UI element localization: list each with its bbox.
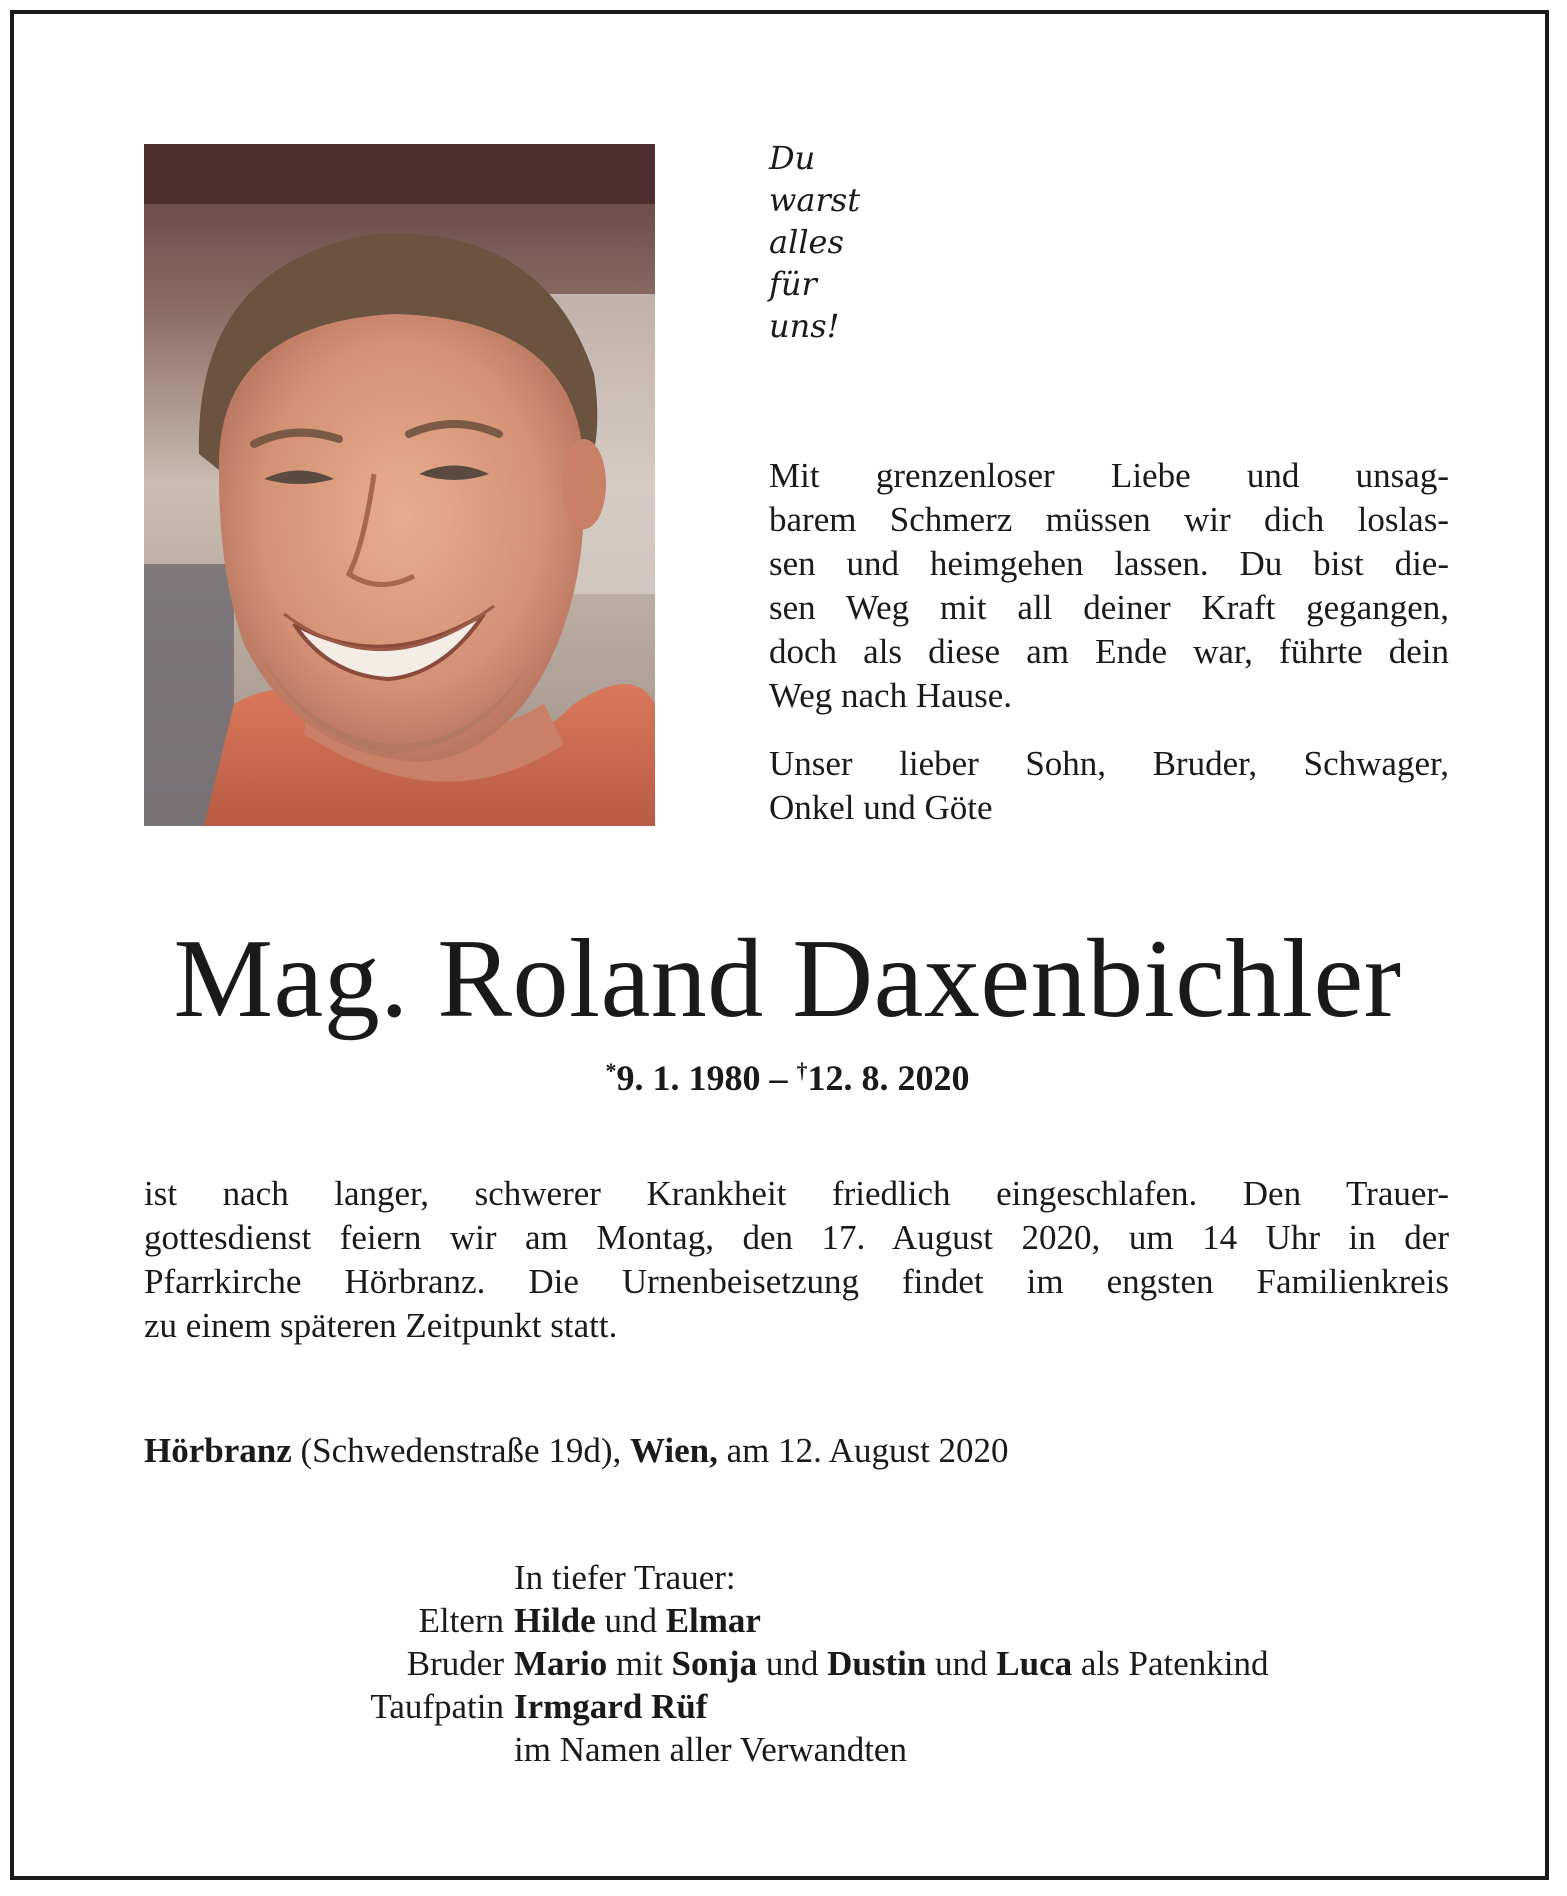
mourner-name: Elmar <box>665 1601 761 1640</box>
life-dates <box>14 1049 1561 1100</box>
mourners-list <box>14 1556 1561 1771</box>
mourner-connector: und <box>757 1644 828 1683</box>
body-line: zu einem späteren Zeitpunkt statt. <box>144 1306 618 1345</box>
intro-line: Weg nach Hause. <box>769 676 1013 715</box>
place-town: Hörbranz <box>144 1431 292 1470</box>
mourner-names <box>514 1642 1269 1685</box>
relation-text <box>769 742 1449 830</box>
mourner-connector: und <box>926 1644 997 1683</box>
mourner-row <box>14 1685 1561 1728</box>
mourner-role: Eltern <box>418 1601 504 1640</box>
death-symbol: † <box>796 1058 808 1083</box>
quote <box>769 137 969 347</box>
death-date: 12. 8. 2020 <box>807 1058 970 1098</box>
mourner-connector: und <box>595 1601 666 1640</box>
birth-symbol: * <box>605 1058 617 1083</box>
obituary-frame <box>10 10 1549 1880</box>
mourner-connector: als Patenkind <box>1072 1644 1269 1683</box>
intro-text <box>769 454 1449 830</box>
mourner-names <box>514 1599 761 1642</box>
mourner-row <box>14 1599 1561 1642</box>
body-line: Pfarrkirche Hörbranz. Die Urnenbeisetzung findet im engsten Familienkreis <box>144 1262 1449 1301</box>
body-line: gottesdienst feiern wir am Montag, den 17. August 2020, um 14 Uhr in der <box>144 1218 1449 1257</box>
mourner-role: Taufpatin <box>370 1687 504 1726</box>
intro-line: barem Schmerz müssen wir dich loslas- <box>769 500 1449 539</box>
mourner-role: Bruder <box>406 1644 504 1683</box>
quote-line: warst <box>769 181 861 219</box>
portrait-photo-icon <box>144 144 655 826</box>
intro-line: Mit grenzenloser Liebe und unsag- <box>769 456 1449 495</box>
place-city: Wien, <box>630 1431 718 1470</box>
body-line: ist nach langer, schwerer Krankheit friedlich eingeschlafen. Den Trauer- <box>144 1174 1449 1213</box>
quote-line: für <box>769 265 817 303</box>
mourner-name: Sonja <box>671 1644 758 1683</box>
mourner-connector: mit <box>607 1644 672 1683</box>
mourner-row <box>14 1642 1561 1685</box>
intro-line: doch als diese am Ende war, führte dein <box>769 632 1449 671</box>
mourner-name: Irmgard Rüf <box>514 1687 708 1726</box>
mourner-name: Luca <box>996 1644 1073 1683</box>
mourner-names <box>514 1685 707 1728</box>
birth-date: 9. 1. 1980 <box>616 1058 761 1098</box>
mourner-name: Mario <box>514 1644 608 1683</box>
date-separator: – <box>760 1058 797 1098</box>
relation-line: Onkel und Göte <box>769 788 993 827</box>
portrait-photo <box>144 144 655 826</box>
place-address: (Schwedenstraße 19d), <box>291 1431 630 1470</box>
quote-line: alles <box>769 223 844 261</box>
place-date: am 12. August 2020 <box>717 1431 1009 1470</box>
mourners-heading: In tiefer Trauer: <box>514 1558 736 1597</box>
intro-line: sen Weg mit all deiner Kraft gegangen, <box>769 588 1449 627</box>
mourner-name: Hilde <box>514 1601 596 1640</box>
mourner-name: Dustin <box>827 1644 927 1683</box>
deceased-name: Mag. Roland Daxenbichler <box>173 917 1402 1041</box>
mourners-closing: im Namen aller Verwandten <box>514 1730 907 1769</box>
quote-line: Du <box>769 139 816 177</box>
place-and-date <box>144 1429 1449 1473</box>
quote-line: uns! <box>769 307 840 345</box>
intro-line: sen und heimgehen lassen. Du bist die- <box>769 544 1449 583</box>
relation-line: Unser lieber Sohn, Bruder, Schwager, <box>769 744 1449 783</box>
body-text <box>144 1172 1449 1348</box>
